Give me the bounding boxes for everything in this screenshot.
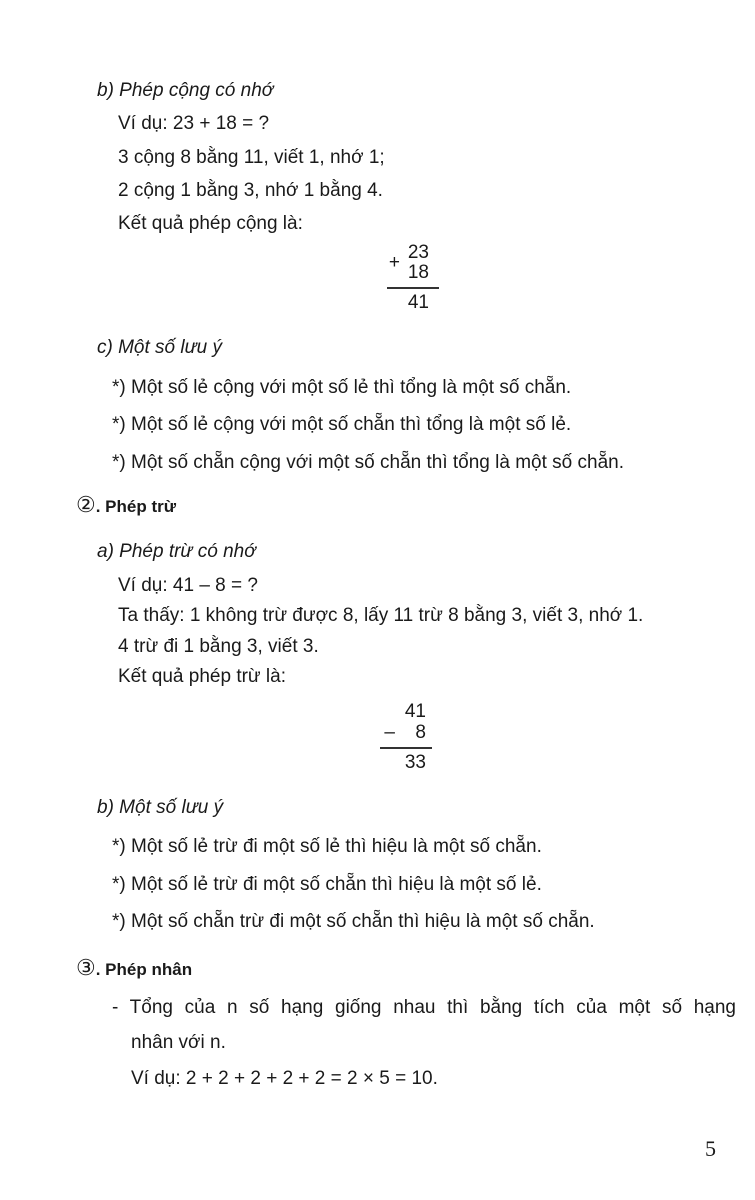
multiplication-rule-line-2: nhân với n. [131, 1032, 226, 1053]
addition-note: *) Một số chẵn cộng với một số chẵn thì tổng là một số chẵn. [112, 452, 624, 473]
multiplication-example: Ví dụ: 2 + 2 + 2 + 2 + 2 = 2 × 5 = 10. [131, 1068, 438, 1089]
addition-subtitle-c: c) Một số lưu ý [97, 337, 223, 358]
subtraction-result: 33 [404, 752, 426, 773]
subtraction-heading-text: . Phép trừ [95, 497, 177, 516]
subtraction-operand-top: 41 [404, 701, 426, 722]
subtraction-heading [76, 494, 176, 518]
subtraction-note: *) Một số chẵn trừ đi một số chẵn thì hiệu là một số chẵn. [112, 911, 595, 932]
subtraction-example: Ví dụ: 41 – 8 = ? [118, 575, 258, 596]
circled-number-2-icon: ② [76, 492, 96, 517]
addition-subtitle-b: b) Phép cộng có nhớ [97, 80, 274, 101]
addition-example: Ví dụ: 23 + 18 = ? [118, 113, 270, 134]
multiplication-heading-text: . Phép nhân [95, 960, 193, 979]
addition-result: 41 [407, 292, 429, 313]
page-number: 5 [705, 1136, 716, 1161]
addition-result-line [387, 287, 439, 289]
addition-step-1: 3 cộng 8 bằng 11, viết 1, nhớ 1; [118, 147, 385, 168]
subtraction-subtitle-a: a) Phép trừ có nhớ [97, 541, 256, 562]
subtraction-operand-bottom: 8 [415, 722, 426, 743]
addition-result-label: Kết quả phép cộng là: [118, 213, 303, 234]
subtraction-note: *) Một số lẻ trừ đi một số chẵn thì hiệu là một số lẻ. [112, 874, 542, 895]
circled-number-3-icon: ③ [76, 955, 96, 980]
addition-operand-bottom: 18 [407, 262, 429, 283]
addition-calculation [385, 242, 445, 312]
subtraction-calculation [378, 701, 438, 776]
addition-note: *) Một số lẻ cộng với một số lẻ thì tổng là một số chẵn. [112, 377, 572, 398]
subtraction-subtitle-b: b) Một số lưu ý [97, 797, 224, 818]
addition-step-2: 2 cộng 1 bằng 3, nhớ 1 bằng 4. [118, 180, 383, 201]
subtraction-step-2: 4 trừ đi 1 bằng 3, viết 3. [118, 636, 319, 657]
addition-operand-top: 23 [407, 242, 429, 263]
addition-operator: + [388, 252, 400, 273]
subtraction-operator: – [384, 722, 395, 743]
subtraction-step-1: Ta thấy: 1 không trừ được 8, lấy 11 trừ 8 bằng 3, viết 3, nhớ 1. [118, 605, 644, 626]
multiplication-rule-line-1: - Tổng của n số hạng giống nhau thì bằng tích của một số hạng [112, 997, 736, 1018]
subtraction-result-line [380, 747, 432, 749]
subtraction-note: *) Một số lẻ trừ đi một số lẻ thì hiệu là một số chẵn. [112, 836, 542, 857]
addition-note: *) Một số lẻ cộng với một số chẵn thì tổng là một số lẻ. [112, 414, 572, 435]
multiplication-heading [76, 957, 192, 981]
subtraction-result-label: Kết quả phép trừ là: [118, 666, 286, 687]
